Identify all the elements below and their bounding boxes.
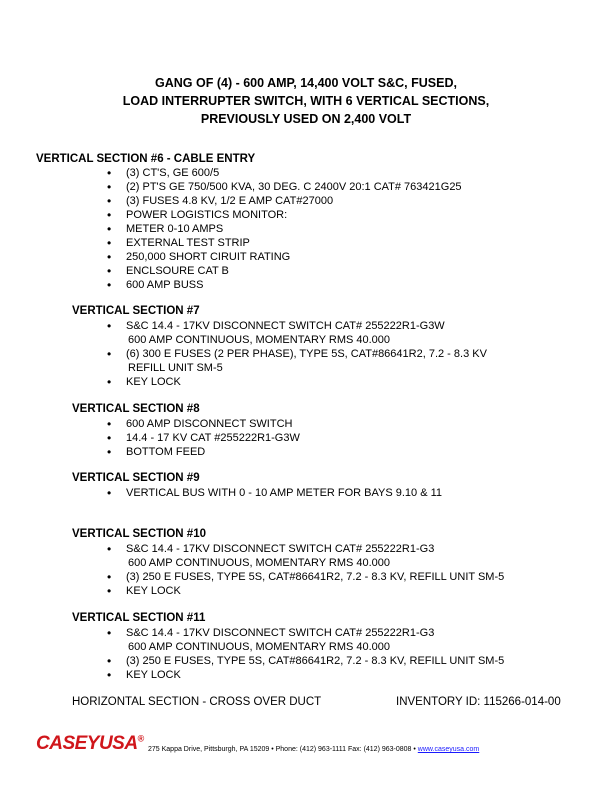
list-item: • 600 AMP DISCONNECT SWITCH (107, 417, 300, 431)
section-heading-10: VERTICAL SECTION #10 (72, 528, 206, 540)
list-item: • (2) PT'S GE 750/500 KVA, 30 DEG. C 2400V 20:1 CAT# 763421G25 (107, 180, 462, 194)
section-heading-8: VERTICAL SECTION #8 (72, 403, 200, 415)
company-address (148, 746, 479, 753)
list-item: • S&C 14.4 - 17KV DISCONNECT SWITCH CAT# 255222R1-G3 600 AMP CONTINUOUS, MOMENTARY RMS 40.000 (107, 542, 504, 570)
list-item: • S&C 14.4 - 17KV DISCONNECT SWITCH CAT# 255222R1-G3W 600 AMP CONTINUOUS, MOMENTARY RMS 40.000 (107, 319, 487, 347)
horizontal-section-note: HORIZONTAL SECTION - CROSS OVER DUCT (72, 696, 322, 708)
list-item: • KEY LOCK (107, 584, 504, 598)
section-list-9 (107, 486, 442, 500)
section-list-8 (107, 417, 300, 459)
section-heading-6: VERTICAL SECTION #6 - CABLE ENTRY (36, 153, 256, 165)
list-item: • BOTTOM FEED (107, 445, 300, 459)
inventory-id: INVENTORY ID: 115266-014-00 (396, 696, 561, 708)
section-list-7 (107, 319, 487, 389)
list-item: • KEY LOCK (107, 375, 487, 389)
list-item: • 600 AMP BUSS (107, 278, 462, 292)
section-heading-7: VERTICAL SECTION #7 (72, 305, 200, 317)
section-heading-9: VERTICAL SECTION #9 (72, 472, 200, 484)
document-title (0, 74, 612, 128)
title-line-3: PREVIOUSLY USED ON 2,400 VOLT (200, 112, 412, 126)
list-item: • POWER LOGISTICS MONITOR: (107, 208, 462, 222)
list-item: • (3) CT'S, GE 600/5 (107, 166, 462, 180)
website-link[interactable]: www.caseyusa.com (417, 746, 480, 753)
list-item: • 14.4 - 17 KV CAT #255222R1-G3W (107, 431, 300, 445)
section-list-6 (107, 166, 462, 292)
title-line-2: LOAD INTERRUPTER SWITCH, WITH 6 VERTICAL SECTIONS, (122, 94, 490, 108)
section-list-10 (107, 542, 504, 598)
list-item: • METER 0-10 AMPS (107, 222, 462, 236)
list-item: • KEY LOCK (107, 668, 504, 682)
caseyusa-logo: CASEYUSA® (36, 733, 144, 754)
title-line-1: GANG OF (4) - 600 AMP, 14,400 VOLT S&C, FUSED, (155, 76, 457, 90)
list-item: • (3) FUSES 4.8 KV, 1/2 E AMP CAT#27000 (107, 194, 462, 208)
section-list-11 (107, 626, 504, 682)
section-heading-11: VERTICAL SECTION #11 (72, 612, 206, 624)
list-item: • (3) 250 E FUSES, TYPE 5S, CAT#86641R2, 7.2 - 8.3 KV, REFILL UNIT SM-5 (107, 654, 504, 668)
list-item: • 250,000 SHORT CIRUIT RATING (107, 250, 462, 264)
list-item: • VERTICAL BUS WITH 0 - 10 AMP METER FOR BAYS 9.10 & 11 (107, 486, 442, 500)
list-item: • EXTERNAL TEST STRIP (107, 236, 462, 250)
list-item: • (3) 250 E FUSES, TYPE 5S, CAT#86641R2, 7.2 - 8.3 KV, REFILL UNIT SM-5 (107, 570, 504, 584)
address-text: 275 Kappa Drive, Pittsburgh, PA 15209 • Phone: (412) 963-1111 Fax: (412) 963-0808 • (148, 746, 418, 753)
list-item: • (6) 300 E FUSES (2 PER PHASE), TYPE 5S, CAT#86641R2, 7.2 - 8.3 KV REFILL UNIT SM-5 (107, 347, 487, 375)
list-item: • S&C 14.4 - 17KV DISCONNECT SWITCH CAT# 255222R1-G3 600 AMP CONTINUOUS, MOMENTARY RMS 40.000 (107, 626, 504, 654)
registered-mark: ® (137, 733, 144, 744)
list-item: • ENCLSOURE CAT B (107, 264, 462, 278)
